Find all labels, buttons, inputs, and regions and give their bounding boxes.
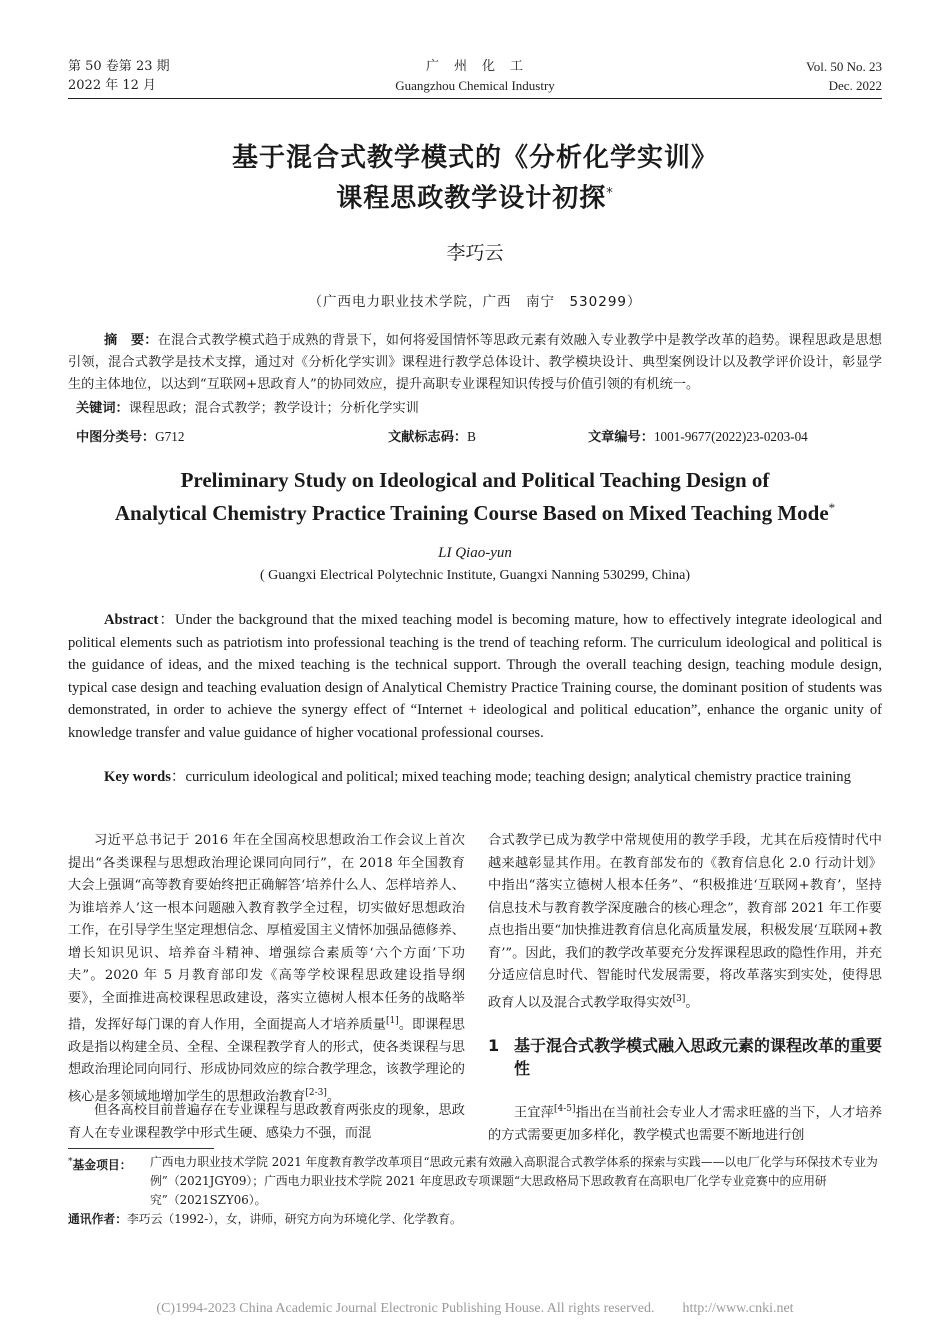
title-en-line2 bbox=[0, 494, 950, 527]
doc-code-value: B bbox=[467, 429, 476, 444]
fund-label: 基金项目： bbox=[72, 1157, 132, 1172]
title-cn-line2-text: 课程思政教学设计初探 bbox=[336, 183, 607, 214]
title-cn-line2 bbox=[0, 176, 950, 217]
affiliation-cn: （广西电力职业技术学院，广西 南宁 530299） bbox=[308, 294, 642, 310]
title-cn-line1: 基于混合式教学模式的《分析化学实训》 bbox=[231, 143, 718, 173]
keywords-cn-text: 课程思政；混合式教学；教学设计；分析化学实训 bbox=[128, 401, 419, 416]
author-cn: 李巧云 bbox=[446, 242, 504, 264]
body-left-p1-part-c: 。 bbox=[326, 1089, 341, 1105]
citation-1: [1] bbox=[386, 1016, 399, 1026]
abstract-cn-text: 在混合式教学模式趋于成熟的背景下，如何将爱国情怀等思政元素有效融入专业教学中是教学改革的趋势。课程思政是思想引领，混合式教学是技术支撑，通过对《分析化学实训》课程进行教学总体设计、教学模块设计、典型案例设计以及教学评价设计，彰显学生的主体地位，以达到“互联网+思政育人”的协同效应，提升高职专业课程知识传授与价值引领的有机统一。 bbox=[68, 333, 882, 392]
body-left-paragraph-2: 但各高校目前普遍存在专业课程与思政教育两张皮的现象，思政育人在专业课程教学中形式生硬、感染力不强，而混 bbox=[68, 1103, 465, 1141]
article-number-label: 文章编号： bbox=[588, 430, 654, 445]
body-right-p1-text: 合式教学已成为教学中常规使用的教学手段，尤其在后疫情时代中越来越彰显其作用。在教育部发布的《教育信息化 2.0 行动计划》中指出“落实立德树人根本任务”、“积极推进‘互联网+教育’，坚持信息技术与教育教学深度融合的核心理念”，教育部 2021 年工作要点也指出要“加快推进教育信息化高质量发展，积极发展‘互联网+教育’”。因此，我们的教学改革要充分发挥课程思政的隐性作用，并充分适应信息时代、智能时代发展需要，将改革落实到实处，使得思政育人以及混合式教学取得实效 bbox=[488, 833, 882, 1010]
section-1-number: 1 bbox=[488, 1036, 500, 1055]
clc-value: G712 bbox=[155, 429, 185, 444]
clc-field bbox=[76, 426, 184, 449]
abstract-en-text: Under the background that the mixed teaching model is becoming mature, how to effectively integrate ideological and political elements such as patriotism into professional teaching is the trend of teaching reform. The curriculum ideological and political is the guidance of ideas, and the mixed teaching is the technical support. Through the overall teaching design, teaching module design, typical case design and teaching evaluation design of Analytical Chemistry Practice Training course, the dominant position of students was demonstrated, in order to achieve the synergy effect of “Internet + ideological and political education”, enhance the organic unity of knowledge transfer and value guidance of higher vocational professional courses. bbox=[68, 612, 882, 741]
article-number-value: 1001-9677(2022)23-0203-04 bbox=[653, 429, 808, 444]
corresponding-author-text: 李巧云（1992-），女，讲师，研究方向为环境化学、化学教育。 bbox=[127, 1212, 462, 1226]
footnote-author bbox=[68, 1210, 882, 1229]
journal-volume-en: Vol. 50 No. 23 bbox=[806, 59, 882, 74]
title-en-footnote-marker: * bbox=[828, 500, 836, 515]
doc-code-field bbox=[388, 426, 476, 449]
abstract-en-colon: ： bbox=[158, 612, 175, 628]
body-right-p2-part-b: 指出在当前社会专业人才需求旺盛的当下，人才培养的方式需要更加多样化，教学模式也需要不断地进行创 bbox=[488, 1105, 883, 1143]
journal-name-en: Guangzhou Chemical Industry bbox=[395, 78, 555, 93]
body-right-paragraph-1 bbox=[488, 830, 882, 1014]
keywords-en-label: Key words bbox=[104, 769, 171, 785]
body-left-p1-part-a: 习近平总书记于 2016 年在全国高校思想政治工作会议上首次提出“各类课程与思想政治理论课同向同行”，在 2018 年全国教育大会上强调“高等教育要始终把正确解答‘培养什么人、怎样培养人、为谁培养人’这一根本问题融入教育教学全过程，切实做好思想政治工作，在引导学生坚定理想信念、厚植爱国主义情怀加强品德修养、增长知识见识、培养奋斗精神、增强综合素质等‘六个方面’下功夫”。2020 年 5 月教育部印发《高等学校课程思政建设指导纲要》，全面推进高校课程思政建设，落实立德树人根本任务的战略举措，发挥好每门课的育人作用，全面提高人才培养质量 bbox=[68, 833, 465, 1033]
citation-4-5: [4-5] bbox=[553, 1104, 576, 1114]
keywords-cn-label: 关键词： bbox=[76, 401, 129, 416]
keywords-en bbox=[68, 766, 882, 789]
copyright-footer: (C)1994-2023 China Academic Journal Electronic Publishing House. All rights reserved. http://www.cnki.net bbox=[156, 1301, 794, 1316]
body-left-p1-part-b: 。即课程思政是指以构建全员、全程、全课程教学育人的形式，使各类课程与思想政治理论同向同行、形成协同效应的综合教学理念，该教学理论的核心是多领域地增加学生的思想政治教育 bbox=[68, 1017, 465, 1105]
keywords-en-colon: ： bbox=[170, 769, 186, 785]
fund-label-group bbox=[68, 1153, 150, 1210]
title-en-line2-text: Analytical Chemistry Practice Training Course Based on Mixed Teaching Mode bbox=[114, 501, 829, 525]
section-1-heading bbox=[488, 1034, 882, 1080]
keywords-cn bbox=[68, 398, 882, 420]
body-right-paragraph-2 bbox=[488, 1098, 882, 1147]
fund-marker: * bbox=[68, 1157, 73, 1167]
title-cn-footnote-marker: * bbox=[606, 186, 614, 201]
article-number-field bbox=[588, 426, 808, 449]
abstract-cn-label: 摘 要： bbox=[104, 333, 158, 348]
title-en-line1: Preliminary Study on Ideological and Political Teaching Design of bbox=[180, 468, 770, 492]
abstract-en-label: Abstract bbox=[104, 612, 159, 628]
fund-text: 广西电力职业技术学院 2021 年度教育教学改革项目“思政元素有效融入高职混合式教学体系的探索与实践——以电厂化学与环保技术专业为例”（2021JGY09）；广西电力职业技术学院 2021 年度思政专项课题“大思政格局下思政教育在高职电厂化学专业竞赛中的应用研究”（2021SZY06）。 bbox=[150, 1155, 878, 1207]
footnote-fund bbox=[68, 1153, 882, 1210]
journal-date-en: Dec. 2022 bbox=[828, 78, 882, 93]
footnote-rule bbox=[68, 1148, 214, 1149]
body-right-p2-part-a: 王宜萍 bbox=[514, 1105, 554, 1121]
affiliation-en: ( Guangxi Electrical Polytechnic Institute, Guangxi Nanning 530299, China) bbox=[259, 568, 690, 583]
body-right-p1-end: 。 bbox=[685, 994, 699, 1010]
doc-code-label: 文献标志码： bbox=[388, 430, 468, 445]
citation-2-3: [2-3] bbox=[305, 1087, 327, 1098]
clc-label: 中图分类号： bbox=[76, 430, 156, 445]
citation-3: [3] bbox=[672, 993, 686, 1004]
body-left-paragraph-1 bbox=[68, 830, 465, 1109]
journal-volume-issue: 第 50 卷第 23 期 bbox=[68, 59, 170, 74]
journal-name-cn: 广 州 化 工 bbox=[425, 59, 524, 74]
corresponding-author-label: 通讯作者： bbox=[68, 1212, 127, 1226]
abstract-en bbox=[68, 609, 882, 744]
journal-date-cn: 2022 年 12 月 bbox=[68, 78, 157, 93]
section-1-title: 基于混合式教学模式融入思政元素的课程改革的重要性 bbox=[514, 1036, 883, 1078]
header-rule bbox=[68, 98, 882, 99]
keywords-en-text: curriculum ideological and political; mixed teaching mode; teaching design; analytical chemistry practice training bbox=[185, 769, 851, 785]
abstract-cn bbox=[68, 330, 882, 396]
author-en: LI Qiao-yun bbox=[438, 545, 512, 561]
